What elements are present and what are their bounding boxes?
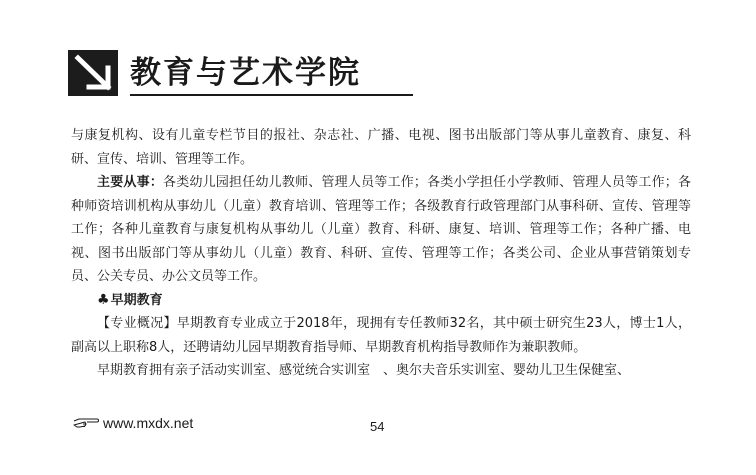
page-title: 教育与艺术学院: [130, 55, 361, 91]
club-icon: ♣: [97, 291, 110, 308]
main-duties-label: 主要从事：: [97, 175, 164, 190]
pointing-hand-icon: [73, 416, 99, 430]
body-text: [71, 124, 691, 383]
diagonal-arrow-icon: [68, 50, 118, 96]
paragraph-facilities: 早期教育拥有亲子活动实训室、感觉统合实训室 、奥尔夫音乐实训室、婴幼儿卫生保健室、: [97, 363, 631, 378]
paragraph-main-duties: [71, 171, 691, 289]
title-underline: [130, 94, 413, 96]
section-heading: [71, 289, 691, 313]
paragraph-employment-continued: 与康复机构、设有儿童专栏节目的报社、杂志社、广播、电视、图书出版部门等从事儿童教育、康复、科研、宣传、培训、管理等工作。: [71, 128, 691, 167]
main-duties-text: 各类幼儿园担任幼儿教师、管理人员等工作；各类小学担任小学教师、管理人员等工作；各种师资培训机构从事幼儿（儿童）教育培训、管理等工作；各级教育行政管理部门从事科研、宣传、管理等工作；各种儿童教育与康复机构从事幼儿（儿童）教育、科研、康复、培训、管理等工作；各种广播、电视、图书出版部门等从事幼儿（儿童）教育、科研、宣传、管理等工作；各类公司、企业从事营销策划专员、公关专员、办公文员等工作。: [71, 175, 691, 284]
section-title: 早期教育: [110, 292, 163, 308]
footer-website[interactable]: [73, 415, 193, 431]
website-url[interactable]: www.mxdx.net: [103, 415, 194, 431]
page-number: 54: [370, 419, 385, 434]
paragraph-program-overview: 【专业概况】早期教育专业成立于2018年，现拥有专任教师32名，其中硕士研究生23人，博士1人，副高以上职称8人，还聘请幼儿园早期教育指导师、早期教育机构指导教师作为兼职教师。: [71, 316, 691, 355]
